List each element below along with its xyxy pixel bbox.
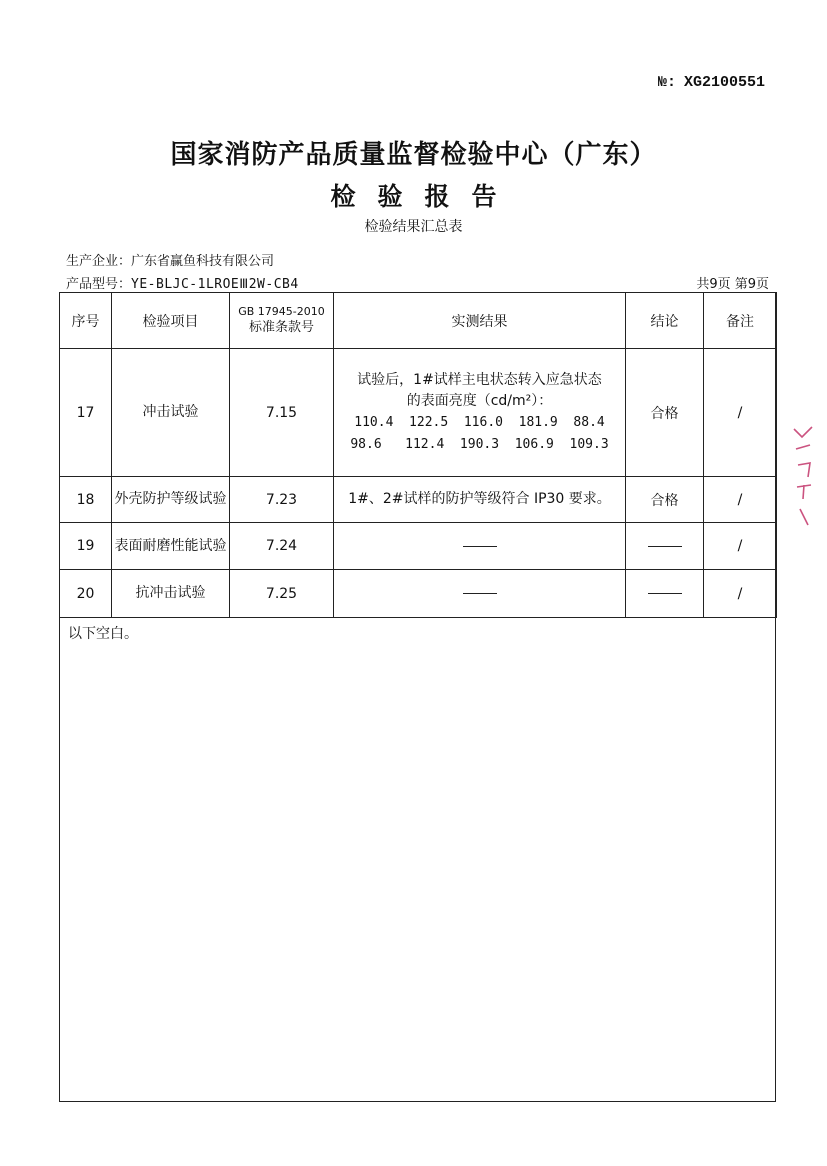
cell-item: 表面耐磨性能试验	[112, 523, 230, 570]
results-table	[59, 292, 777, 618]
table-header-row	[60, 293, 777, 349]
model-value: YE-BLJC-1LROEⅢ2W-CB4	[131, 277, 299, 292]
dash-mark	[463, 593, 497, 594]
cell-conclusion: 合格	[626, 477, 704, 523]
cell-conclusion-empty	[626, 523, 704, 570]
cell-clause: 7.25	[230, 570, 334, 618]
header-standard-code: GB 17945-2010	[238, 305, 325, 318]
header-result: 实测结果	[334, 293, 626, 349]
cell-remarks: /	[704, 570, 777, 618]
cell-clause: 7.23	[230, 477, 334, 523]
manufacturer-line	[66, 250, 274, 269]
dash-mark	[648, 546, 682, 547]
cell-remarks: /	[704, 523, 777, 570]
cell-seq: 20	[60, 570, 112, 618]
cell-result-empty	[334, 523, 626, 570]
cell-item: 抗冲击试验	[112, 570, 230, 618]
dash-mark	[648, 593, 682, 594]
document-subtitle: 检验结果汇总表	[364, 219, 463, 235]
cell-seq: 18	[60, 477, 112, 523]
cell-result-empty	[334, 570, 626, 618]
cell-seq: 17	[60, 349, 112, 477]
result-values: 98.6 112.4 190.3 106.9 109.3	[350, 436, 609, 452]
header-remarks: 备注	[704, 293, 777, 349]
header-standard	[230, 293, 334, 349]
issuing-organization: 国家消防产品质量监督检验中心（广东）	[170, 140, 657, 170]
result-line: 试验后，1#试样主电状态转入应急状态	[357, 371, 602, 388]
report-number	[658, 74, 765, 91]
cell-item: 外壳防护等级试验	[112, 477, 230, 523]
document-title: 检验报告	[330, 182, 519, 211]
header-item: 检验项目	[112, 293, 230, 349]
manufacturer-value: 广东省赢鱼科技有限公司	[131, 254, 275, 269]
cell-item: 冲击试验	[112, 349, 230, 477]
manufacturer-label: 生产企业：	[66, 254, 132, 269]
header-conclusion: 结论	[626, 293, 704, 349]
cell-remarks: /	[704, 349, 777, 477]
page-count: 共9页 第9页	[696, 277, 769, 292]
header-standard-clause: 标准条款号	[248, 320, 314, 335]
report-number-label: №:	[657, 74, 676, 91]
table-row	[60, 523, 777, 570]
header-seq: 序号	[60, 293, 112, 349]
cell-result: 1#、2#试样的防护等级符合 IP30 要求。	[334, 477, 626, 523]
cell-result	[334, 349, 626, 477]
cell-remarks: /	[704, 477, 777, 523]
table-row	[60, 477, 777, 523]
table-row	[60, 349, 777, 477]
cell-conclusion: 合格	[626, 349, 704, 477]
cell-seq: 19	[60, 523, 112, 570]
table-row	[60, 570, 777, 618]
cell-clause: 7.24	[230, 523, 334, 570]
result-line: 的表面亮度（cd/m²）：	[406, 392, 553, 409]
model-label: 产品型号：	[66, 277, 132, 292]
dash-mark	[463, 546, 497, 547]
result-values: 110.4 122.5 116.0 181.9 88.4	[354, 414, 605, 430]
blank-below-note: 以下空白。	[68, 626, 138, 642]
edge-seal-mark	[788, 415, 818, 535]
cell-clause: 7.15	[230, 349, 334, 477]
cell-conclusion-empty	[626, 570, 704, 618]
report-number-value: XG2100551	[683, 74, 765, 91]
model-line	[66, 273, 299, 292]
